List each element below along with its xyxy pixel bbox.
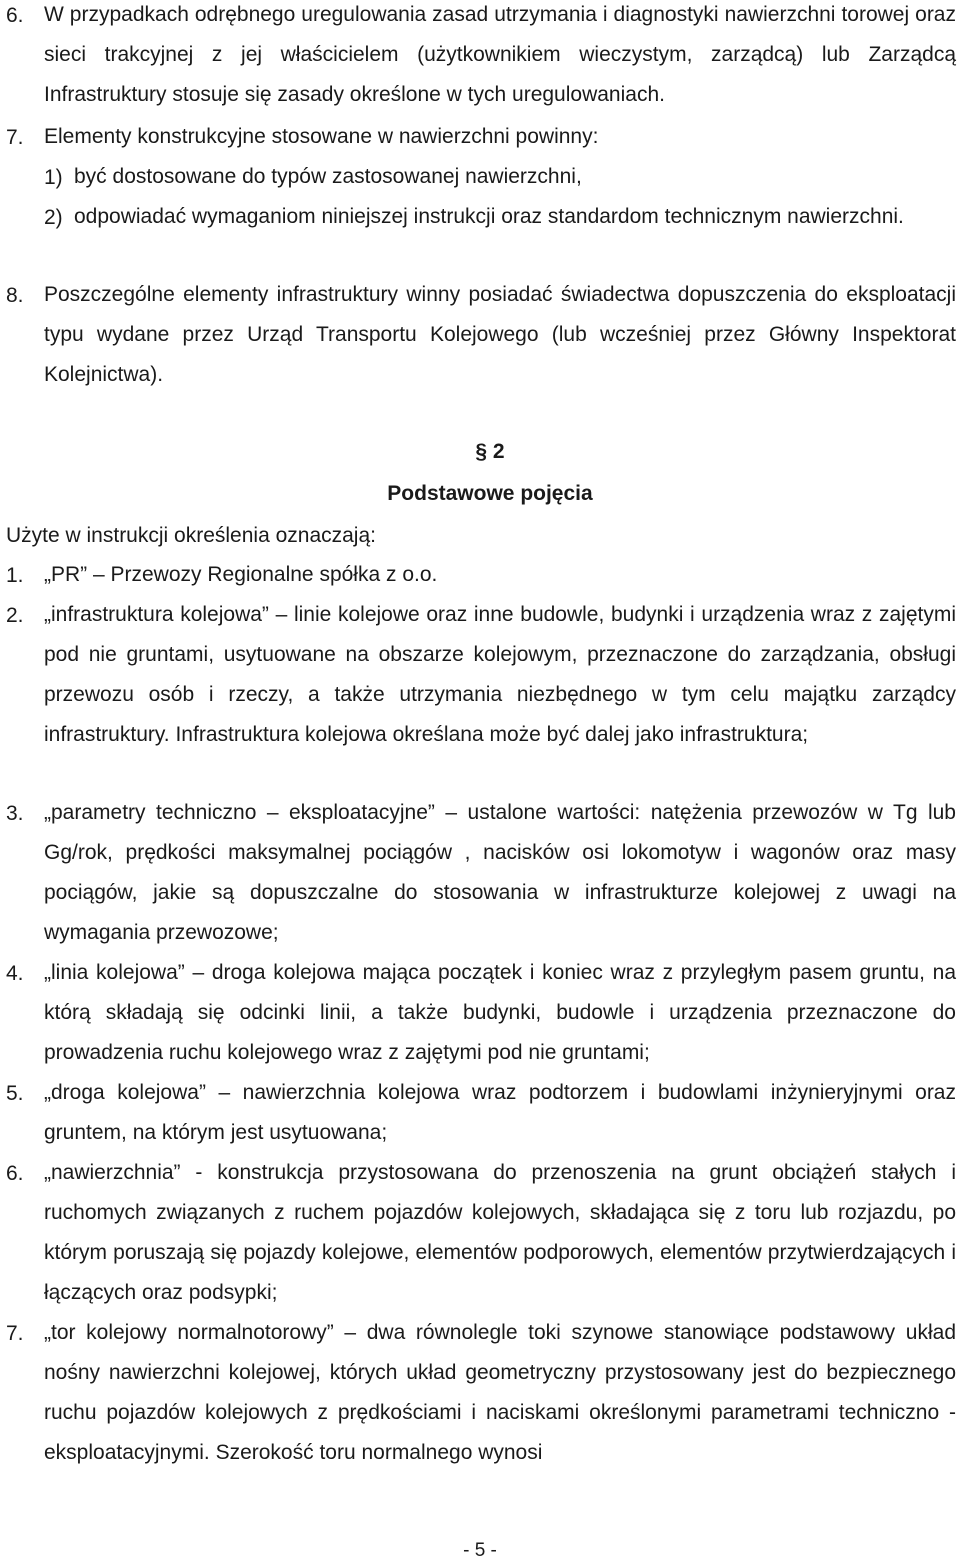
paragraph-7 (6, 126, 956, 157)
subitem-number: 2) (44, 206, 63, 229)
paragraph-6 (6, 4, 956, 115)
definition-number: 2. (6, 604, 24, 627)
subitem-text: odpowiadać wymaganiom niniejszej instrukcji oraz standardom technicznym nawierzchni. (74, 205, 904, 228)
section-symbol: § 2 (475, 440, 505, 463)
paragraph-number: 8. (6, 284, 24, 307)
definition-number: 5. (6, 1082, 24, 1105)
paragraph-number: 6. (6, 4, 24, 27)
definition-text: „tor kolejowy normalnotorowy” – dwa równolegle toki szynowe stanowiące podstawowy układ nośny nawierzchni kolejowej, których układ geometryczny przystosowany jest do bezpiecznego ruchu pojazdów kolejowych z prędkościami i naciskami określonymi parametrami techniczno - eksploatacyjnymi. Szerokość toru normalnego wynosi (44, 1321, 956, 1464)
definition-number: 6. (6, 1162, 24, 1185)
definition-3 (6, 802, 956, 953)
definition-text: „infrastruktura kolejowa” – linie kolejowe oraz inne budowle, budynki i urządzenia wraz z zajętymi pod nie gruntami, usytuowane na obszarze kolejowym, przeznaczone do zarządzania, obsługi przewozu osób i rzeczy, a także utrzymania niezbędnego w tym celu majątku zarządcy infrastruktury. Infrastruktura kolejowa określana może być dalej jako infrastruktura; (44, 603, 956, 746)
definition-5 (6, 1082, 956, 1153)
paragraph-8 (6, 284, 956, 395)
paragraph-text: W przypadkach odrębnego uregulowania zasad utrzymania i diagnostyki nawierzchni torowej oraz sieci trakcyjnej z jej właścicielem (użytkownikiem wieczystym, zarządcą) lub Zarządcą Infrastruktury stosuje się zasady określone w tych uregulowaniach. (44, 3, 956, 106)
definition-7 (6, 1322, 956, 1473)
definition-text: „linia kolejowa” – droga kolejowa mająca początek i koniec wraz z przyległym pasem gruntu, na którą składają się odcinki linii, a także budynki, budowle i urządzenia przeznaczone do prowadzenia ruchu kolejowego wraz z zajętymi pod nie gruntami; (44, 961, 956, 1064)
paragraph-number: 7. (6, 126, 24, 149)
subitem-1 (44, 166, 956, 197)
page-number: - 5 - (463, 1540, 497, 1561)
definition-6 (6, 1162, 956, 1313)
definition-text: „parametry techniczno – eksploatacyjne” – ustalone wartości: natężenia przewozów w Tg lub Gg/rok, prędkości maksymalnej pociągów , nacisków osi lokomotyw i wagonów oraz masy pociągów, jakie są dopuszczalne do stosowania w infrastrukturze kolejowej z uwagi na wymagania przewozowe; (44, 801, 956, 944)
definition-4 (6, 962, 956, 1073)
definition-2 (6, 604, 956, 755)
definition-text: „droga kolejowa” – nawierzchnia kolejowa wraz podtorzem i budowlami inżynieryjnymi oraz gruntem, na którym jest usytuowana; (44, 1081, 956, 1144)
definition-number: 1. (6, 564, 24, 587)
definition-number: 7. (6, 1322, 24, 1345)
subitem-text: być dostosowane do typów zastosowanej nawierzchni, (74, 165, 582, 188)
subitem-2 (44, 206, 956, 237)
paragraph-text: Elementy konstrukcyjne stosowane w nawierzchni powinny: (44, 125, 599, 148)
definition-number: 4. (6, 962, 24, 985)
definition-text: „nawierzchnia” - konstrukcja przystosowana do przenoszenia na grunt obciążeń stałych i ruchomych związanych z ruchem pojazdów kolejowych, składająca się z toru lub rozjazdu, po którym poruszają się pojazdy kolejowe, elementów podporowych, elementów przytwierdzających i łączących oraz podsypki; (44, 1161, 956, 1304)
definition-text: „PR” – Przewozy Regionalne spółka z o.o. (44, 563, 438, 586)
section-title: Podstawowe pojęcia (387, 482, 593, 505)
definition-1 (6, 564, 956, 595)
definition-number: 3. (6, 802, 24, 825)
definitions-lead: Użyte w instrukcji określenia oznaczają: (6, 524, 376, 547)
paragraph-text: Poszczególne elementy infrastruktury winny posiadać świadectwa dopuszczenia do eksploatacji typu wydane przez Urząd Transportu Kolejowego (lub wcześniej przez Główny Inspektorat Kolejnictwa). (44, 283, 956, 386)
subitem-number: 1) (44, 166, 63, 189)
